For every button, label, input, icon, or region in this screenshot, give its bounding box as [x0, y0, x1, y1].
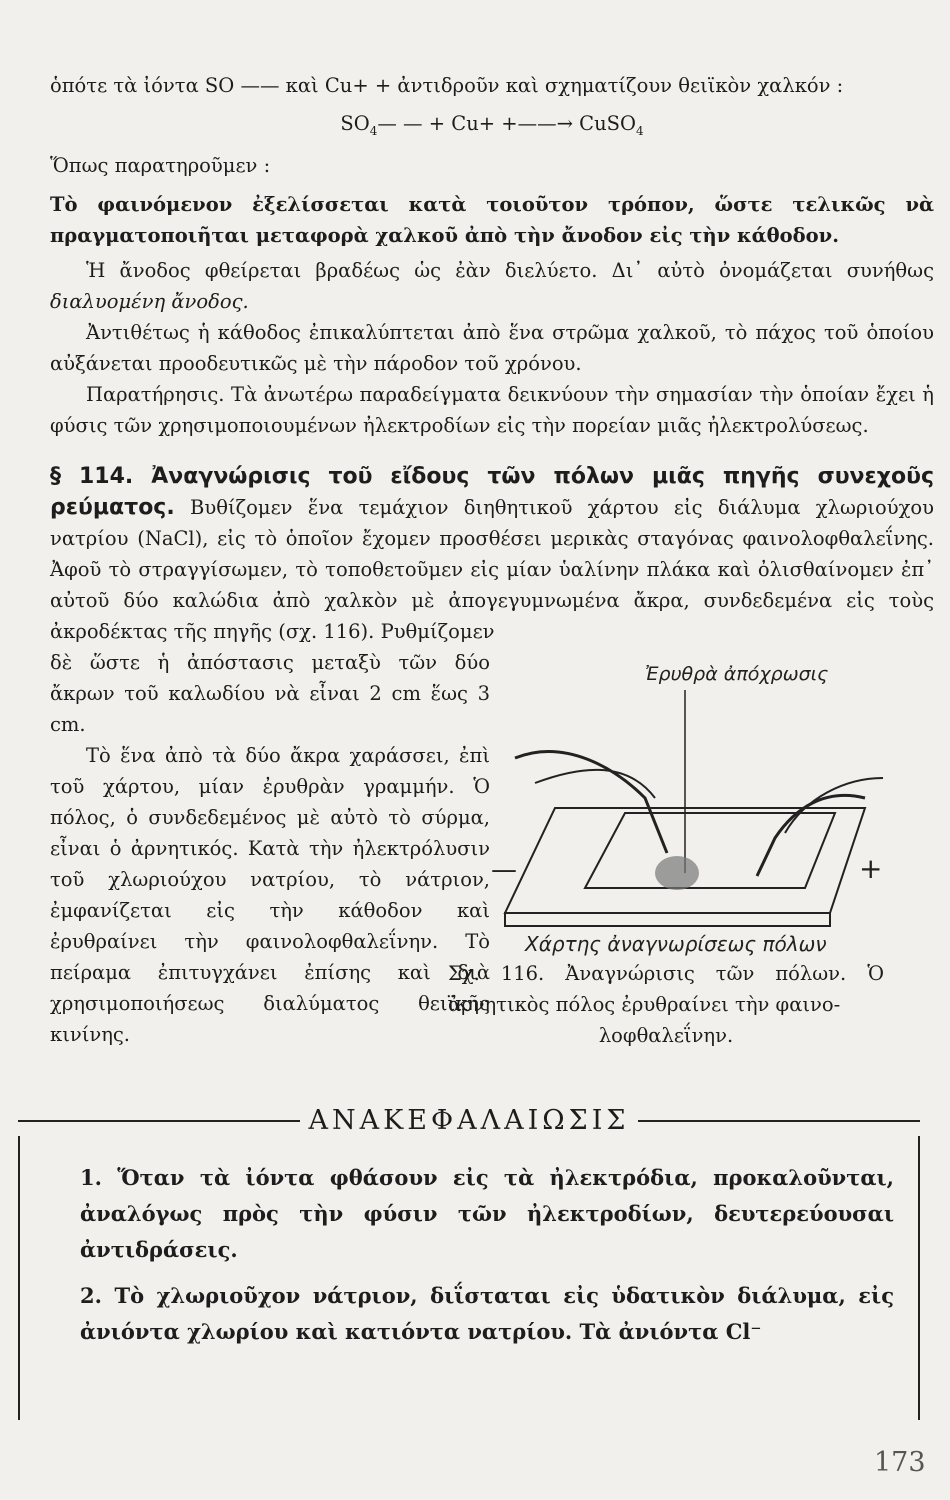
left-hand	[535, 770, 655, 798]
section-text: Βυθίζομεν ἕνα τεμάχιον διηθητικοῦ χάρτου εἰς διάλυμα χλωριούχου νατρίου (NaCl), εἰς τὸ ὁποῖον ἔχομεν προσθέσει μερικὰς σταγόνας φαινολοφθαλεΐνης. Ἀφοῦ τὸ στραγγίσωμεν, τὸ τοποθετοῦμεν εἰς μίαν ὑαλίνην πλάκα καὶ ὀλισθαίνομεν ἐπ᾽ αὐτοῦ δύο καλώδια ἀπὸ χαλκὸν μὲ ἀπογεγυμνωμένα ἄκρα, συνδεδεμένα εἰς τοὺς ἀκροδέκτας τῆς πηγῆς (σχ. 116). Ρυθμίζομεν	[50, 495, 934, 643]
summary-item-2: 2. Τὸ χλωριοῦχον νάτριον, διΐσταται εἰς ὑδατικὸν διάλυμα, εἰς ἀνιόντα χλωρίου καὶ κατιόντα νατρίου. Τὰ ἀνιόντα Cl⁻	[80, 1283, 894, 1344]
filter-paper	[585, 813, 835, 888]
summary-rule-left	[18, 1120, 300, 1122]
summary-content	[18, 1136, 920, 1420]
negative-sign: —	[491, 855, 517, 885]
label-paper: Χάρτης ἀναγνωρίσεως πόλων	[525, 932, 827, 956]
section-114	[50, 461, 934, 647]
positive-sign: +	[859, 852, 883, 885]
eq-sub2: 4	[636, 123, 644, 138]
figure-drawing	[445, 648, 885, 958]
section-heading: § 114. Ἀναγνώρισις τοῦ εἴδους τῶν πόλων μιᾶς πηγῆς συνεχοῦς ρεύματος.	[50, 463, 934, 520]
summary-header	[18, 1105, 920, 1136]
caption-last: λοφθαλεΐνην.	[598, 1024, 734, 1047]
paragraph-cathode: Ἀντιθέτως ἡ κάθοδος ἐπικαλύπτεται ἀπὸ ἕνα στρῶμα χαλκοῦ, τὸ πάχος τοῦ ὁποίου αὐξάνεται προοδευτικῶς μὲ τὴν πάροδον τοῦ χρόνου.	[50, 320, 934, 375]
eq-mid: — — + Cu+ +——→ CuSO	[377, 112, 636, 135]
section-text-wrap2: Τὸ ἕνα ἀπὸ τὰ δύο ἄκρα χαράσσει, ἐπὶ τοῦ χάρτου, μίαν ἐρυθρὰν γραμμήν. Ὁ πόλος, ὁ συνδεδεμένος μὲ αὐτὸ τὸ σύρμα, εἶναι ὁ ἀρνητικός. Κατὰ τὴν ἠλεκτρόλυσιν τοῦ χλωριούχου νατρίου, τὸ νάτριον, ἐμφανίζεται εἰς τὴν κάθοδον καὶ ἐρυθραίνει τὴν φαινολοφθαλεΐνην. Τὸ πείραμα ἐπιτυγχάνει ἐπίσης καὶ διὰ χρησιμοποιήσεως διαλύματος θειϊκῆς κινίνης.	[50, 743, 490, 1046]
summary-rule-right	[638, 1120, 920, 1122]
wire-negative	[515, 752, 667, 853]
label-red-coloring: Ἐρυθρὰ ἀπόχρωσις	[645, 663, 829, 685]
figure-caption	[448, 958, 884, 1051]
caption-main: Σχ. 116. Ἀναγνώρισις τῶν πόλων. Ὁ ἀρνητικὸς πόλος ἐρυθραίνει τὴν φαινο-	[448, 962, 884, 1016]
right-hand	[785, 778, 883, 833]
paragraph-intro: ὁπότε τὰ ἰόντα SO —— καὶ Cu+ + ἀντιδροῦν καὶ σχηματίζουν θειϊκὸν χαλκόν :	[50, 74, 844, 97]
anode-term: διαλυομένη ἄνοδος.	[50, 289, 249, 313]
paragraph-remark: Παρατήρησις. Τὰ ἀνωτέρω παραδείγματα δεικνύουν τὴν σημασίαν τὴν ὁποίαν ἔχει ἡ φύσις τῶν χρησιμοποιουμένων ἠλεκτροδίων εἰς τὴν πορείαν μιᾶς ἠλεκτρολύσεως.	[50, 382, 934, 437]
summary-item-1: 1. Ὅταν τὰ ἰόντα φθάσουν εἰς τὰ ἠλεκτρόδια, προκαλοῦνται, ἀναλόγως πρὸς τὴν φύσιν τῶν ἠλεκτροδίων, δευτερεύουσαι ἀντιδράσεις.	[80, 1165, 894, 1262]
paragraph-anode	[50, 255, 934, 317]
anode-text: Ἡ ἄνοδος φθείρεται βραδέως ὡς ἐὰν διελύετο. Δι᾽ αὐτὸ ὀνομάζεται συνήθως	[86, 258, 934, 282]
paragraph-observe: Ὅπως παρατηροῦμεν :	[50, 153, 271, 177]
section-text-wrap1: δὲ ὥστε ἡ ἀπόστασις μεταξὺ τῶν δύο ἄκρων τοῦ καλωδίου νὰ εἶναι 2 cm ἕως 3 cm.	[50, 650, 490, 736]
paragraph-phenomenon: Τὸ φαινόμενον ἐξελίσσεται κατὰ τοιοῦτον τρόπον, ὥστε τελικῶς νὰ πραγματοποιῆται μεταφορὰ χαλκοῦ ἀπὸ τὴν ἄνοδον εἰς τὴν κάθοδον.	[50, 192, 934, 247]
summary-box	[18, 1105, 920, 1420]
eq-left: SO	[340, 112, 370, 135]
summary-title: ΑΝΑΚΕΦΑΛΑΙΩΣΙΣ	[308, 1105, 630, 1136]
glass-plate-edge	[505, 913, 830, 926]
page-number: 173	[874, 1447, 926, 1478]
eq-sub1: 4	[369, 123, 378, 138]
red-spot	[655, 856, 699, 890]
chemical-equation	[50, 107, 934, 148]
